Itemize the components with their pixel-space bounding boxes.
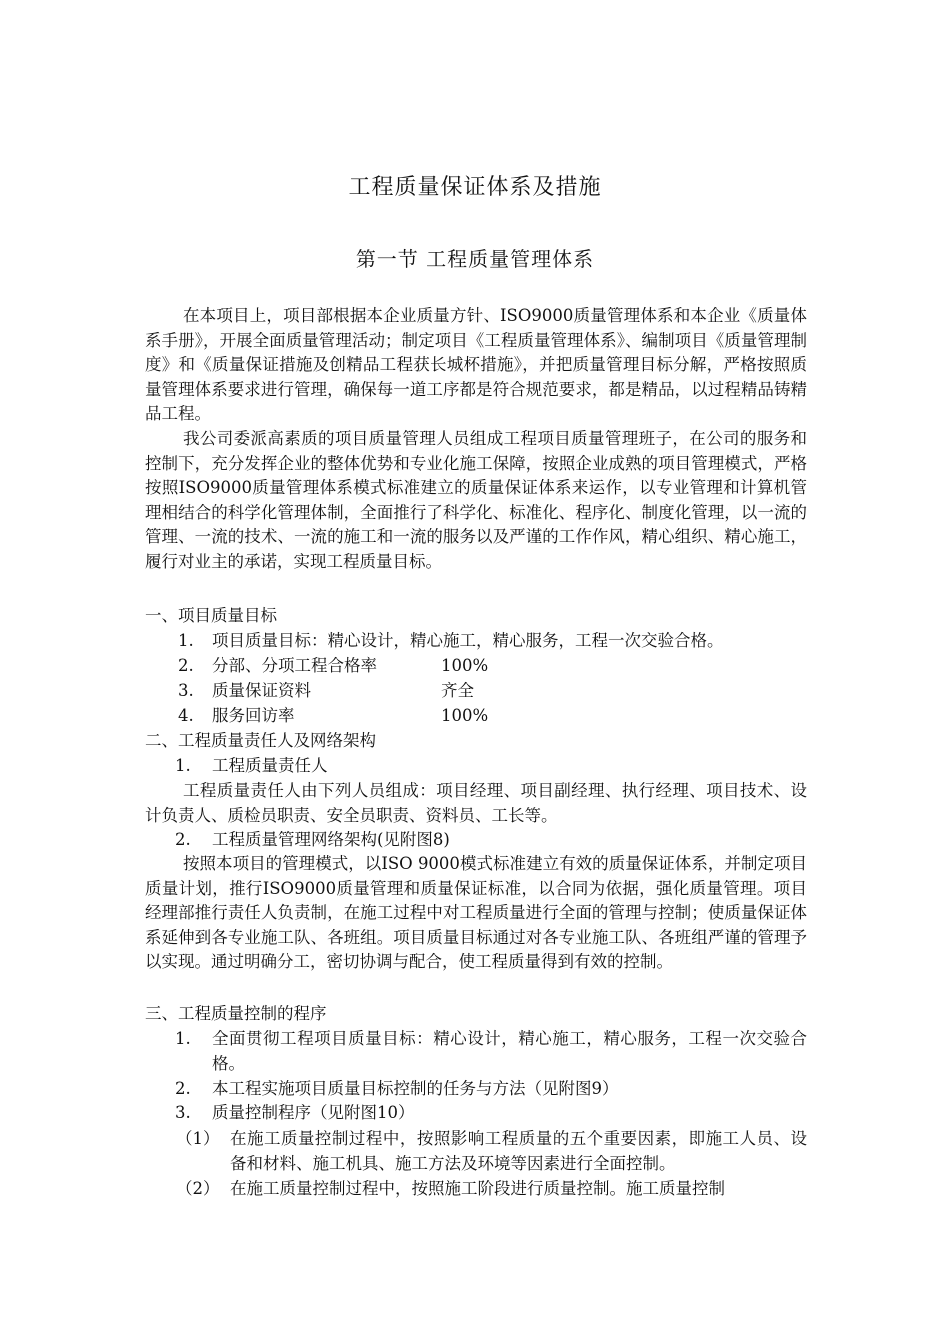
section-title: 第一节 工程质量管理体系	[355, 247, 595, 271]
document-title: 工程质量保证体系及措施	[348, 175, 602, 200]
paragraph-responsible-persons: 工程质量责任人由下列人员组成：项目经理、项目副经理、执行经理、项目技术、设计负责人、质检员职责、安全员职责、资料员、工长等。	[145, 781, 807, 825]
goal-value: 齐全	[441, 681, 474, 700]
sub-list-item: （1） 在施工质量控制过程中，按照影响工程质量的五个重要因素，即施工人员、设备和材料、施工机具、施工方法及环境等因素进行全面控制。	[176, 1129, 807, 1173]
heading-responsibility: 二、工程质量责任人及网络架构	[145, 731, 376, 750]
list-item: 1. 全面贯彻工程项目质量目标：精心设计，精心施工，精心服务，工程一次交验合格。	[175, 1029, 807, 1073]
heading-control-procedure: 三、工程质量控制的程序	[145, 1004, 327, 1023]
paragraph-team: 我公司委派高素质的项目质量管理人员组成工程项目质量管理班子，在公司的服务和控制下，充分发挥企业的整体优势和专业化施工保障，按照企业成熟的项目管理模式，严格按照ISO9000质量管理体系模式标准建立的质量保证体系来运作，以专业管理和计算机管理相结合的科学化管理体制，全面推行了科学化、标准化、程序化、制度化管理，以一流的管理、一流的技术、一流的施工和一流的服务以及严谨的工作作风，精心组织、精心施工，履行对业主的承诺，实现工程质量目标。	[145, 429, 807, 571]
document-page: 工程质量保证体系及措施 第一节 工程质量管理体系 在本项目上，项目部根据本企业质量方针、ISO9000质量管理体系和本企业《质量体系手册》，开展全面质量管理活动；制定项目《工程质量管理体系》、编制项目《质量管理制度》和《质量保证措施及创精品工程获长城杯措施》，并把质量管理目标分解，严格按照质量管理体系要求进行管理，确保每一道工序都是符合规范要求，都是精品，以过程精品铸精品工程。 我公司委派高素质的项目质量管理人员组成工程项目质量管理班子，在公司的服务和控制下，充分发挥企业的整体优势和专业化施工保障，按照企业成熟的项目管理模式，严格按照ISO9000质量管理体系模式标准建立的质量保证体系来运作，以专业管理和计算机管理相结合的科学化管理体制，全面推行了科学化、标准化、程序化、制度化管理，以一流的管理、一流的技术、一流的施工和一流的服务以及严谨的工作作风，精心组织、精心施工，履行对业主的承诺，实现工程质量目标。 一、项目质量目标 1. 项目质量目标：精心设计，精心施工，精心服务，工程一次交验合格。 2. 分部、分项工程合格率 100% 3. 质量保证资料 齐全 4. 服务回访率 100% 二、工程质量责任人及网络架构 1. 工程质量责任人 工程质量责任人由下列人员组成：项目经理、项目副经理、执行经理、项目技术、设计负责人、质检员职责、安全员职责、资料员、工长等。 2. 工程质量管理网络架构(见附图8) 按照本项目的管理模式，以ISO 9000模式标准建立有效的质量保证体系，并制定项目质量计划，推行ISO9000质量管理和质量保证标准，以合同为依据，强化质量管理。项目经理部推行责任人负责制，在施工过程中对工程质量进行全面的管理与控制；使质量保证体系延伸到各专业施工队、各班组。项目质量目标通过对各专业施工队、各班组严谨的管理予以实现。通过明确分工，密切协调与配合，使工程质量得到有效的控制。 三、工程质量控制的程序 1. 全面贯彻工程项目质量目标：精心设计，精心施工，精心服务，工程一次交验合格。 2. 本工程实施项目质量目标控制的任务与方法（见附图9） 3. 质量控制程序（见附图10） （1） 在施工质量控制过程中，按照影响工程质量的五个重要因素，即施工人员、设备和材料、施工机具、施工方法及环境等因素进行全面控制。 （2） 在施工质量控制过程中，按照施工阶段进行质量控制。施工质量控制	[0, 0, 950, 1344]
paragraph-intro: 在本项目上，项目部根据本企业质量方针、ISO9000质量管理体系和本企业《质量体系手册》，开展全面质量管理活动；制定项目《工程质量管理体系》、编制项目《质量管理制度》和《质量保证措施及创精品工程获长城杯措施》，并把质量管理目标分解，严格按照质量管理体系要求进行管理，确保每一道工序都是符合规范要求，都是精品，以过程精品铸精品工程。	[145, 306, 807, 424]
heading-quality-goals: 一、项目质量目标	[145, 606, 277, 625]
goal-value: 100%	[441, 706, 489, 725]
paragraph-network: 按照本项目的管理模式，以ISO 9000模式标准建立有效的质量保证体系，并制定项目质量计划，推行ISO9000质量管理和质量保证标准，以合同为依据，强化质量管理。项目经理部推行责任人负责制，在施工过程中对工程质量进行全面的管理与控制；使质量保证体系延伸到各专业施工队、各班组。项目质量目标通过对各专业施工队、各班组严谨的管理予以实现。通过明确分工，密切协调与配合，使工程质量得到有效的控制。	[145, 854, 807, 972]
goal-value: 100%	[441, 656, 489, 675]
